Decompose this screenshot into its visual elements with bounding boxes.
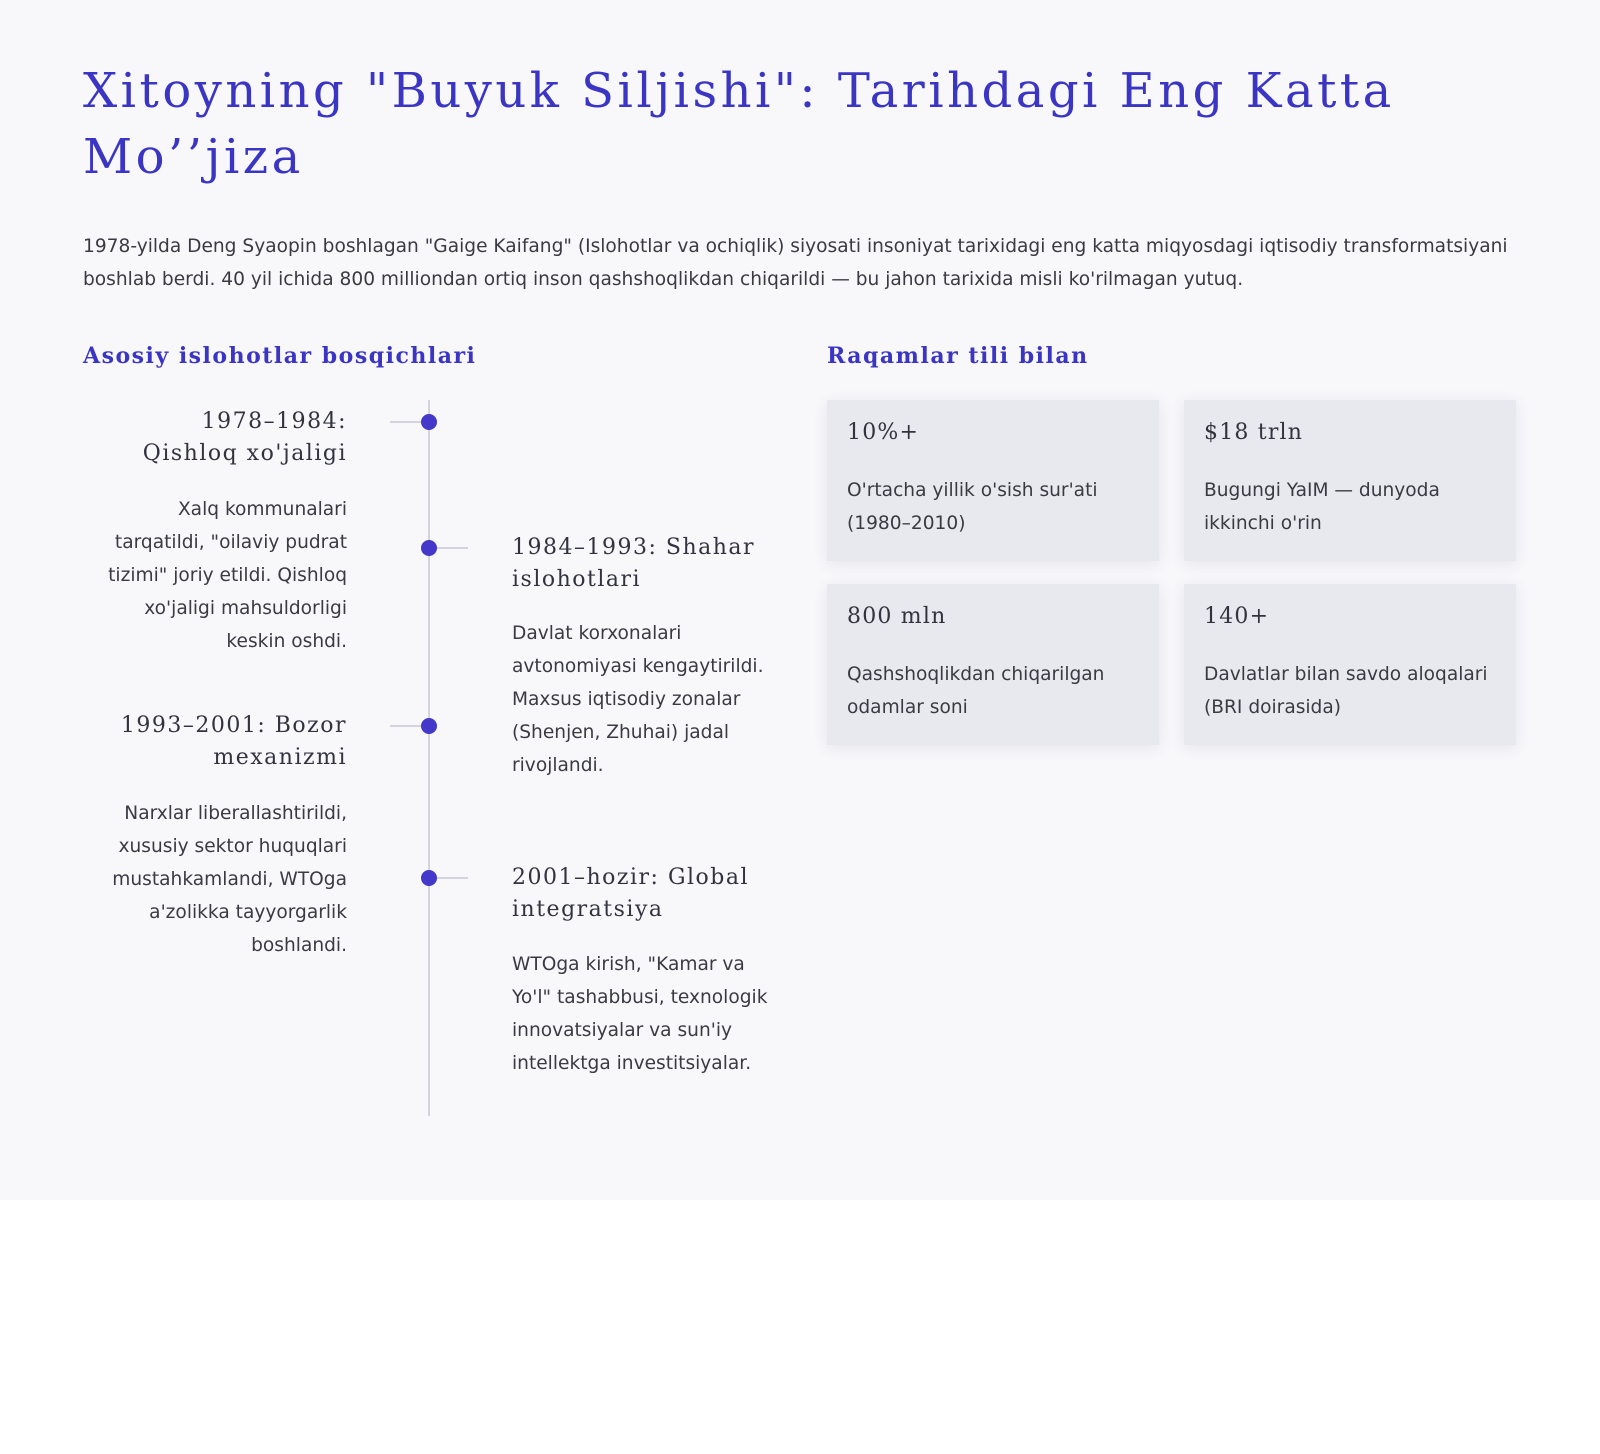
timeline-item-title: 1984–1993: Shahar islohotlari xyxy=(512,535,756,592)
stat-value: 800 mln xyxy=(847,604,947,629)
timeline-heading: Asosiy islohotlar bosqichlari xyxy=(83,343,477,369)
timeline-item-description: Xalq kommunalari tarqatildi, "oilaviy pudrat tizimi" joriy etildi. Qishloq xo'jaligi mahsuldorligi keskin oshdi. xyxy=(108,499,347,652)
stats-heading: Raqamlar tili bilan xyxy=(827,343,1089,369)
timeline-item-title: 2001–hozir: Global integratsiya xyxy=(512,865,750,922)
timeline-axis xyxy=(428,400,430,1116)
stat-label: Davlatlar bilan savdo aloqalari (BRI doirasida) xyxy=(1204,664,1488,718)
timeline-item-title: 1978–1984: Qishloq xo'jaligi xyxy=(142,409,347,466)
stat-card xyxy=(827,400,1159,561)
timeline-item-description: WTOga kirish, "Kamar va Yo'l" tashabbusi, texnologik innovatsiyalar va sun'iy intellektga investitsiyalar. xyxy=(512,954,768,1074)
stat-value: 140+ xyxy=(1204,604,1270,629)
timeline-dot xyxy=(421,870,437,886)
stat-card xyxy=(827,584,1159,745)
stat-card xyxy=(1184,400,1516,561)
stat-card xyxy=(1184,584,1516,745)
stat-label: Qashshoqlikdan chiqarilgan odamlar soni xyxy=(847,664,1105,718)
timeline-dot xyxy=(421,718,437,734)
timeline-dot xyxy=(421,414,437,430)
timeline-item-title: 1993–2001: Bozor mexanizmi xyxy=(120,713,347,770)
stat-label: Bugungi YaIM — dunyoda ikkinchi o'rin xyxy=(1204,480,1440,534)
page-title: Xitoyning "Buyuk Siljishi": Tarihdagi Eng Katta Mo’’jiza xyxy=(83,63,1395,185)
stat-value: 10%+ xyxy=(847,420,920,445)
timeline-dot xyxy=(421,540,437,556)
stat-label: O'rtacha yillik o'sish sur'ati (1980–2010) xyxy=(847,480,1098,534)
stat-value: $18 trln xyxy=(1204,420,1304,445)
timeline-item-description: Narxlar liberallashtirildi, xususiy sektor huquqlari mustahkamlandi, WTOga a'zolikka tayyorgarlik boshlandi. xyxy=(112,803,347,956)
timeline-item-description: Davlat korxonalari avtonomiyasi kengaytirildi. Maxsus iqtisodiy zonalar (Shenjen, Zhuhai) jadal rivojlandi. xyxy=(512,623,764,776)
intro-paragraph: 1978-yilda Deng Syaopin boshlagan "Gaige Kaifang" (Islohotlar va ochiqlik) siyosati insoniyat tarixidagi eng katta miqyosdagi iqtisodiy transformatsiyani boshlab berdi. 40 yil ichida 800 milliondan ortiq inson qashshoqlikdan chiqarildi — bu jahon tarixida misli ko'rilmagan yutuq. xyxy=(83,236,1508,290)
